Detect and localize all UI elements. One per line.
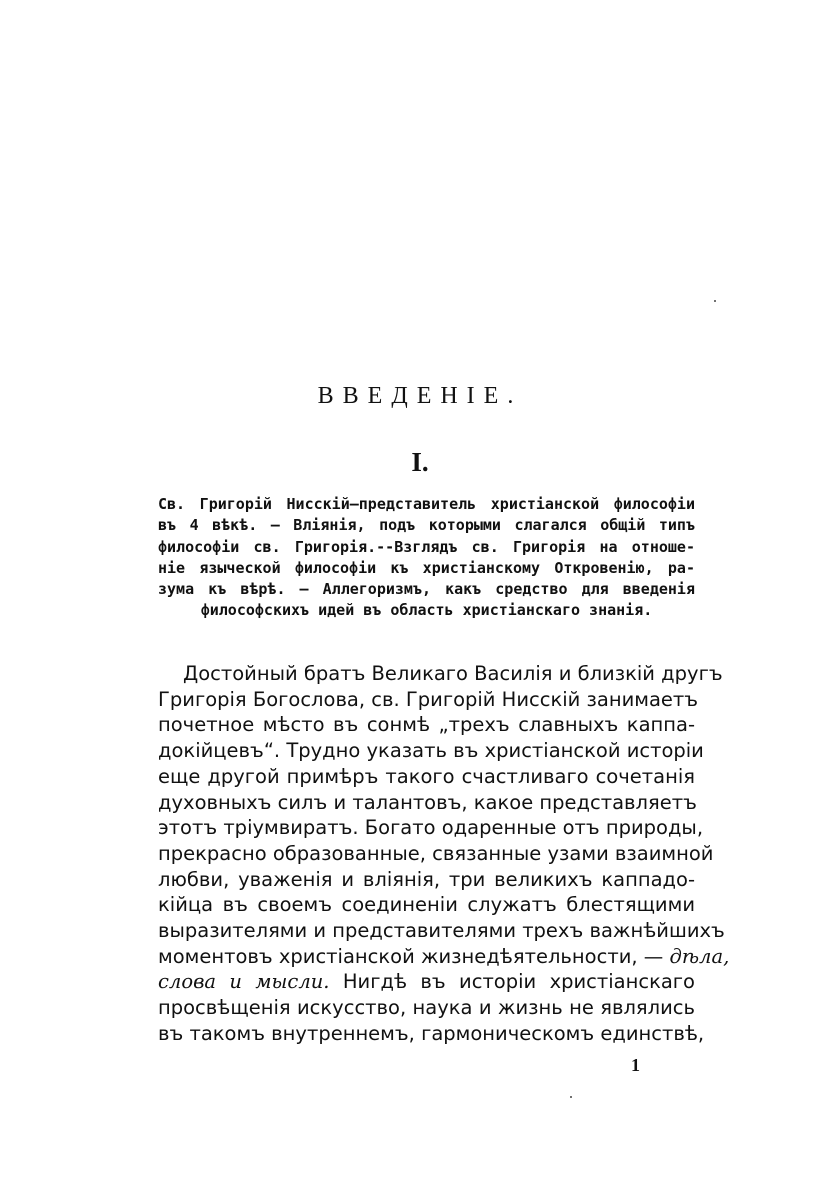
chapter-summary [158,494,695,622]
body-line: кійца въ своемъ соединеніи служатъ блестящими [158,893,695,917]
summary-line: зума къ вѣрѣ. — Аллегоризмъ, какъ средство для введенія [158,580,695,599]
body-line: Достойный братъ Великаго Василія и близкій другъ [183,662,723,685]
summary-line: ніе языческой философіи къ христіанскому Откровенію, ра- [158,558,695,577]
body-line: этотъ тріумвиратъ. Богато одаренные отъ природы, [158,816,704,840]
paper-speck [570,1096,572,1098]
summary-line: философіи св. Григорія.--Взглядъ св. Григорія на отноше- [158,537,695,556]
body-line: докійцевъ“. Трудно указать въ христіанской исторіи [158,739,704,763]
summary-line: Св. Григорій Нисскій—представитель христіанской философіи [158,495,695,513]
chapter-title: ВВЕДЕНІЕ. [317,383,523,409]
body-line: выразителями и представителями трехъ важнѣйшихъ [158,919,725,943]
body-line: прекрасно образованные, связанные узами взаимной [158,841,714,865]
body-line-text: моментовъ христіанской жизнедѣятельности, — [158,944,664,968]
body-line: любви, уваженія и вліянія, три великихъ каппадо- [158,867,695,891]
body-line-mixed [158,944,730,970]
body-line: еще другой примѣръ такого счастливаго сочетанія [158,764,695,788]
italic-phrase: слова и мысли. [158,970,330,994]
italic-word: дѣла, [669,944,730,968]
summary-line: философскихъ идей въ область христіанскаго знанія. [200,601,653,620]
page-number: 1 [631,1055,640,1075]
body-line-mixed [158,969,695,995]
body-text [158,661,730,1047]
body-line: духовныхъ силъ и талантовъ, какое представляетъ [158,790,697,814]
summary-line: въ 4 вѣкѣ. — Вліянія, подъ которыми слагался общій типъ [158,516,695,535]
body-line-text: Нигдѣ въ исторіи христіанскаго [342,970,695,994]
section-number: I. [411,447,429,477]
body-line: въ такомъ внутреннемъ, гармоническомъ единствѣ, [158,1021,705,1045]
body-line: почетное мѣсто въ сонмѣ „трехъ славныхъ каппа- [158,713,695,737]
body-line: просвѣщенія искусство, наука и жизнь не являлись [158,996,695,1020]
body-line: Григорія Богослова, св. Григорій Нисскій занимаетъ [158,687,699,711]
paper-speck [714,300,716,302]
